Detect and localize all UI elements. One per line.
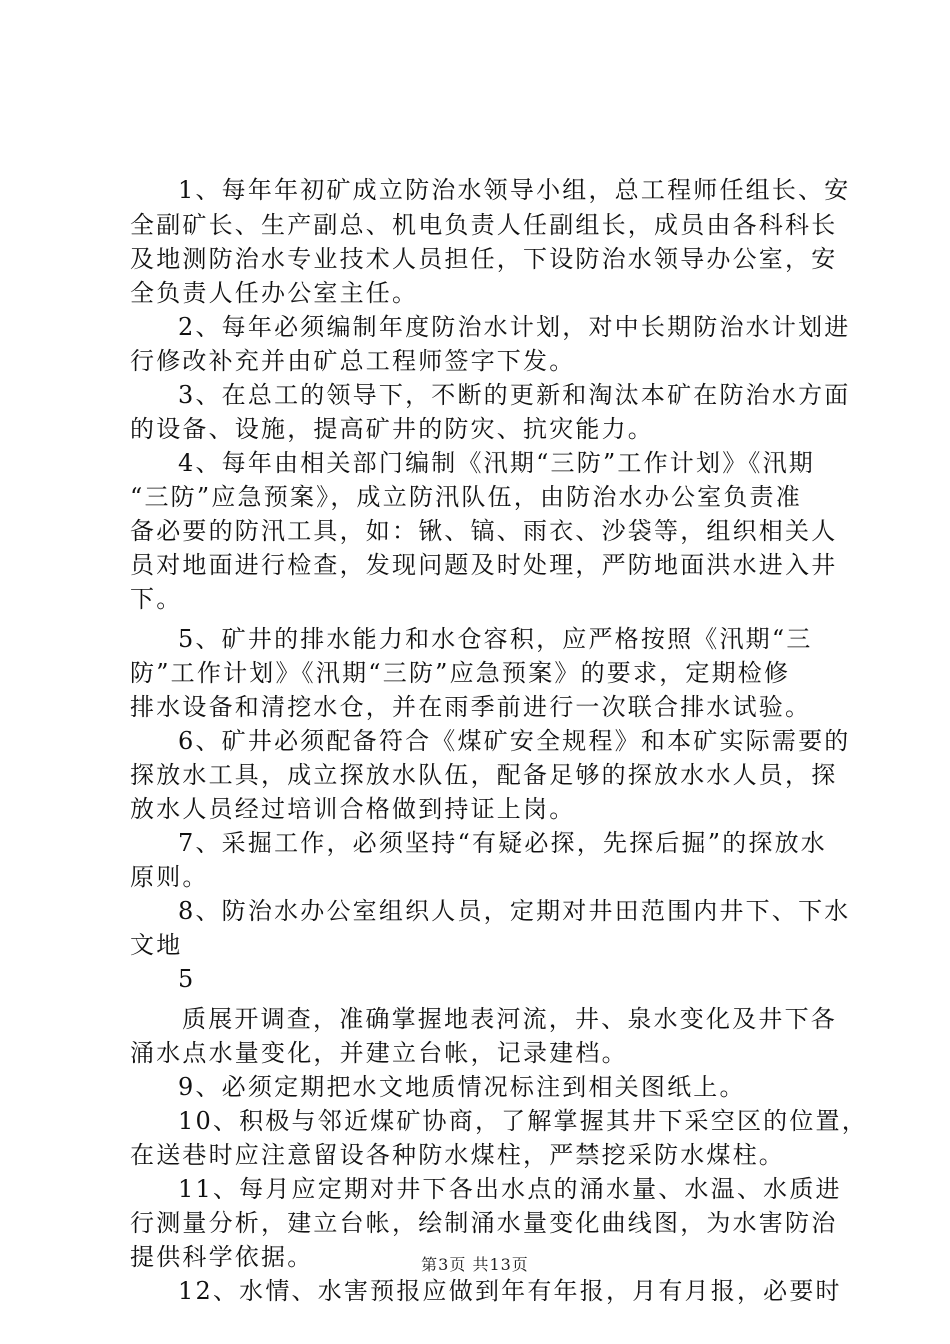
text-line: 的设备、设施，提高矿井的防灾、抗灾能力。 xyxy=(130,415,654,443)
text-line: 5 xyxy=(178,965,196,993)
text-line: 提供科学依据。 xyxy=(130,1243,314,1271)
text-line: 9、必须定期把水文地质情况标注到相关图纸上。 xyxy=(178,1073,746,1101)
page-number-footer: 第3页 共13页 xyxy=(421,1255,529,1274)
text-line: 涌水点水量变化，并建立台帐，记录建档。 xyxy=(130,1039,628,1067)
text-line: 员对地面进行检查，发现问题及时处理，严防地面洪水进入井 xyxy=(130,551,838,579)
text-line: 3、在总工的领导下，不断的更新和淘汰本矿在防治水方面 xyxy=(178,381,851,409)
text-line: 防”工作计划》《汛期“三防”应急预案》的要求，定期检修 xyxy=(130,659,791,687)
text-line: 排水设备和清挖水仓，并在雨季前进行一次联合排水试验。 xyxy=(130,693,812,721)
text-line: 放水人员经过培训合格做到持证上岗。 xyxy=(130,795,576,823)
text-line: 8、防治水办公室组织人员，定期对井田范围内井下、下水 xyxy=(178,897,851,925)
text-line: 质展开调查，准确掌握地表河流，井、泉水变化及井下各 xyxy=(182,1005,837,1033)
text-line: 下。 xyxy=(130,585,183,613)
text-line: 全副矿长、生产副总、机电负责人任副组长，成员由各科科长 xyxy=(130,211,838,239)
text-line: 全负责人任办公室主任。 xyxy=(130,279,419,307)
text-line: 2、每年必须编制年度防治水计划，对中长期防治水计划进 xyxy=(178,313,851,341)
text-line: 10、积极与邻近煤矿协商，了解掌握其井下采空区的位置， xyxy=(178,1107,868,1135)
text-line: “三防”应急预案》，成立防汛队伍，由防治水办公室负责准 xyxy=(130,483,802,511)
text-line: 4、每年由相关部门编制《汛期“三防”工作计划》《汛期 xyxy=(178,449,816,477)
text-line: 行测量分析，建立台帐，绘制涌水量变化曲线图，为水害防治 xyxy=(130,1209,838,1237)
text-line: 12、水情、水害预报应做到年有年报，月有月报，必要时 xyxy=(178,1277,842,1305)
text-line: 原则。 xyxy=(130,863,209,891)
text-line: 7、采掘工作，必须坚持“有疑必探，先探后掘”的探放水 xyxy=(178,829,828,857)
text-line: 在送巷时应注意留设各种防水煤柱，严禁挖采防水煤柱。 xyxy=(130,1141,785,1169)
text-line: 11、每月应定期对井下各出水点的涌水量、水温、水质进 xyxy=(178,1175,842,1203)
text-line: 5、矿井的排水能力和水仓容积，应严格按照《汛期“三 xyxy=(178,625,813,653)
text-line: 文地 xyxy=(130,931,183,959)
text-line: 1、每年年初矿成立防治水领导小组，总工程师任组长、安 xyxy=(178,176,851,204)
text-line: 探放水工具，成立探放水队伍，配备足够的探放水水人员，探 xyxy=(130,761,838,789)
text-line: 及地测防治水专业技术人员担任，下设防治水领导办公室，安 xyxy=(130,245,838,273)
text-line: 行修改补充并由矿总工程师签字下发。 xyxy=(130,347,576,375)
text-line: 备必要的防汛工具，如：锹、镐、雨衣、沙袋等，组织相关人 xyxy=(130,517,838,545)
text-line: 6、矿井必须配备符合《煤矿安全规程》和本矿实际需要的 xyxy=(178,727,851,755)
